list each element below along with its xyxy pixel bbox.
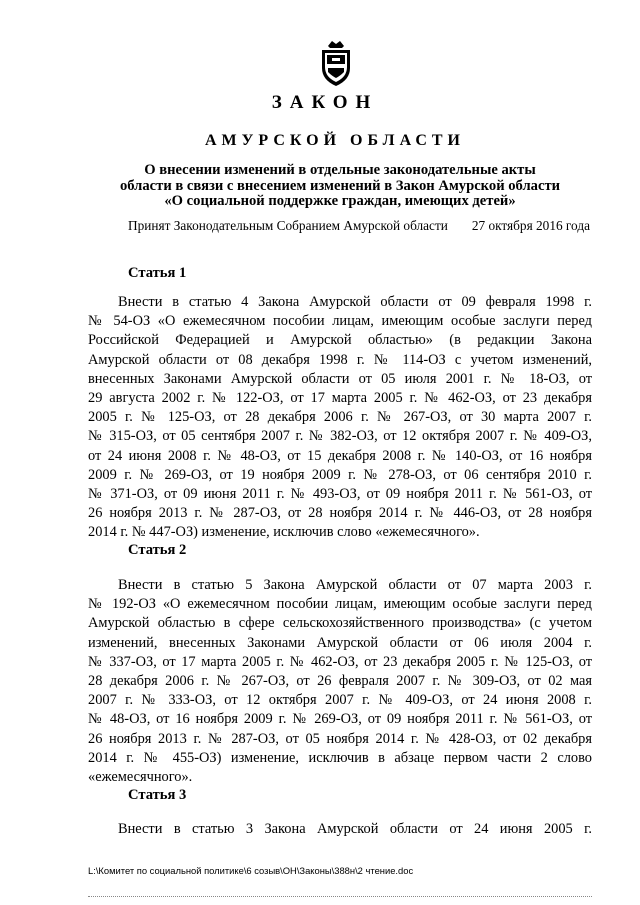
- text-line: Внести в статью 3 Закона Амурской области от 24 июня 2005 г.: [118, 821, 592, 837]
- text-line: № 54-ОЗ «О ежемесячном пособии лицам, имеющим особые заслуги перед: [88, 313, 592, 330]
- adopted-by: Принят Законодательным Собранием Амурской области: [128, 218, 448, 233]
- article-3-text: [88, 820, 592, 839]
- text-line: Внести в статью 5 Закона Амурской области от 07 марта 2003 г.: [118, 577, 592, 593]
- title-line: области в связи с внесением изменений в Закон Амурской области: [119, 177, 561, 194]
- text-line: 29 августа 2002 г. № 122-ОЗ, от 17 марта 2005 г. № 462-ОЗ, от 23 декабря: [88, 389, 592, 406]
- article-1-text: [88, 293, 592, 542]
- text-line: 2005 г. № 125-ОЗ, от 28 декабря 2006 г. № 267-ОЗ, от 30 марта 2007 г.: [88, 409, 592, 426]
- text-line: 26 ноября 2013 г. № 287-ОЗ, от 28 ноября 2014 г. № 446-ОЗ, от 28 ноября: [88, 505, 592, 522]
- text-line: «ежемесячного».: [88, 768, 193, 785]
- text-line: изменений, внесенных Законами Амурской области от 06 июля 2004 г.: [88, 634, 592, 651]
- title-line: «О социальной поддержке граждан, имеющих детей»: [164, 193, 516, 209]
- article-1-heading: Статья 1: [128, 265, 187, 281]
- text-line: Амурской области от 08 декабря 1998 г. № 114-ОЗ с учетом изменений,: [88, 351, 592, 368]
- text-line: Амурской областью в сфере сельскохозяйственного производства» (с учетом: [88, 615, 592, 632]
- text-line: внесенных Законами Амурской области от 05 июля 2001 г. № 18-ОЗ, от: [88, 370, 592, 387]
- footer-divider: [88, 896, 592, 898]
- text-line: № 48-ОЗ, от 16 ноября 2009 г. № 269-ОЗ, от 09 ноября 2011 г. № 561-ОЗ, от: [88, 711, 592, 728]
- text-line: № 371-ОЗ, от 09 июня 2011 г. № 493-ОЗ, от 09 ноября 2011 г. № 561-ОЗ, от: [88, 485, 592, 502]
- text-line: Российской Федерацией и Амурской областью» (в редакции Закона: [88, 332, 592, 349]
- text-line: 2007 г. № 333-ОЗ, от 12 октября 2007 г. № 409-ОЗ, от 24 июня 2008 г.: [88, 692, 592, 709]
- title-line: О внесении изменений в отдельные законодательные акты: [144, 162, 536, 178]
- file-path-footer: L:\Комитет по социальной политике\6 созыв\ОН\Законы\388н\2 чтение.doc: [88, 865, 414, 876]
- text-line: № 315-ОЗ, от 05 сентября 2007 г. № 382-ОЗ, от 12 октября 2007 г. № 409-ОЗ,: [88, 428, 592, 445]
- article-3-heading: Статья 3: [128, 787, 187, 803]
- article-2-text: [88, 576, 592, 787]
- text-line: 2014 г. № 447-ОЗ) изменение, исключив слово «ежемесячного».: [88, 524, 480, 541]
- article-2-heading: Статья 2: [128, 542, 187, 558]
- text-line: от 24 июня 2008 г. № 48-ОЗ, от 15 декабря 2008 г. № 140-ОЗ, от 16 ноября: [88, 447, 592, 464]
- text-line: Внести в статью 4 Закона Амурской области от 09 февраля 1998 г.: [118, 294, 592, 310]
- adopted-date: 27 октября 2016 года: [471, 218, 590, 233]
- text-line: 2009 г. № 269-ОЗ, от 19 ноября 2009 г. № 278-ОЗ, от 06 сентября 2010 г.: [88, 466, 592, 483]
- coat-of-arms-emblem: [316, 38, 356, 88]
- region-heading: АМУРСКОЙ ОБЛАСТИ: [205, 132, 465, 149]
- text-line: 26 ноября 2013 г. № 287-ОЗ, от 05 ноября 2014 г. № 428-ОЗ, от 02 декабря: [88, 730, 592, 747]
- document-title: [100, 163, 580, 210]
- text-line: № 192-ОЗ «О ежемесячном пособии лицам, имеющим особые заслуги перед: [88, 596, 592, 613]
- text-line: № 337-ОЗ, от 17 марта 2005 г. № 462-ОЗ, от 23 декабря 2005 г. № 125-ОЗ, от: [88, 653, 592, 670]
- text-line: 28 декабря 2006 г. № 267-ОЗ, от 26 февраля 2007 г. № 309-ОЗ, от 02 мая: [88, 672, 592, 689]
- law-heading: ЗАКОН: [271, 92, 379, 113]
- text-line: 2014 г. № 455-ОЗ) изменение, исключив в абзаце первом части 2 слово: [88, 749, 592, 766]
